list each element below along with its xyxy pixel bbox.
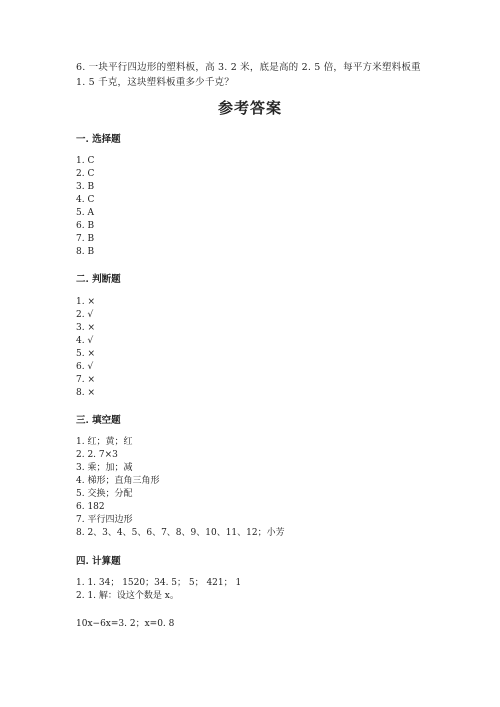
calc-answer: 2. 1. 解：设这个数是 x。	[76, 591, 179, 601]
fill-answer: 2. 2. 7×3	[76, 450, 118, 460]
choice-answer: 3. B	[76, 182, 95, 192]
choice-answer: 8. B	[76, 247, 95, 257]
calc-equation: 10x−6x=3. 2；x=0. 8	[76, 619, 175, 629]
page-title: 参考答案	[217, 99, 282, 117]
section-heading-choice: 一. 选择题	[76, 134, 121, 145]
judge-answer: 6. √	[76, 362, 94, 372]
judge-answer: 2. √	[76, 310, 94, 320]
fill-answer: 8. 2、3、4、5、6、7、8、9、10、11、12；小芳	[76, 528, 285, 538]
fill-answer: 4. 梯形；直角三角形	[76, 476, 160, 486]
calc-answer: 1. 1. 34； 1520；34. 5； 5； 421； 1	[76, 578, 242, 588]
fill-answer: 5. 交换；分配	[76, 489, 133, 499]
judge-answer: 7. ×	[76, 375, 95, 385]
judge-answer: 3. ×	[76, 323, 95, 333]
fill-answer: 1. 红；黄；红	[76, 437, 133, 447]
fill-answer: 7. 平行四边形	[76, 515, 133, 525]
question-6-line-1: 6. 一块平行四边形的塑料板，高 3. 2 米，底是高的 2. 5 倍，每平方米塑料板重	[76, 62, 421, 73]
calc-answers	[76, 577, 241, 603]
choice-answers	[76, 155, 94, 259]
section-heading-calc: 四. 计算题	[76, 556, 121, 567]
section-heading-fill: 三. 填空题	[76, 415, 121, 426]
question-6	[76, 60, 436, 90]
judge-answer: 1. ×	[76, 297, 95, 307]
question-6-line-2: 1. 5 千克，这块塑料板重多少千克？	[76, 77, 234, 88]
judge-answers	[76, 296, 95, 400]
fill-answers	[76, 436, 285, 540]
section-heading-judge: 二. 判断题	[76, 274, 121, 285]
judge-answer: 4. √	[76, 336, 94, 346]
judge-answer: 5. ×	[76, 349, 95, 359]
choice-answer: 6. B	[76, 221, 95, 231]
judge-answer: 8. ×	[76, 388, 95, 398]
fill-answer: 3. 乘；加；减	[76, 463, 133, 473]
choice-answer: 1. C	[76, 156, 95, 166]
choice-answer: 2. C	[76, 169, 95, 179]
choice-answer: 7. B	[76, 234, 95, 244]
fill-answer: 6. 182	[76, 502, 105, 512]
choice-answer: 5. A	[76, 208, 94, 218]
choice-answer: 4. C	[76, 195, 95, 205]
